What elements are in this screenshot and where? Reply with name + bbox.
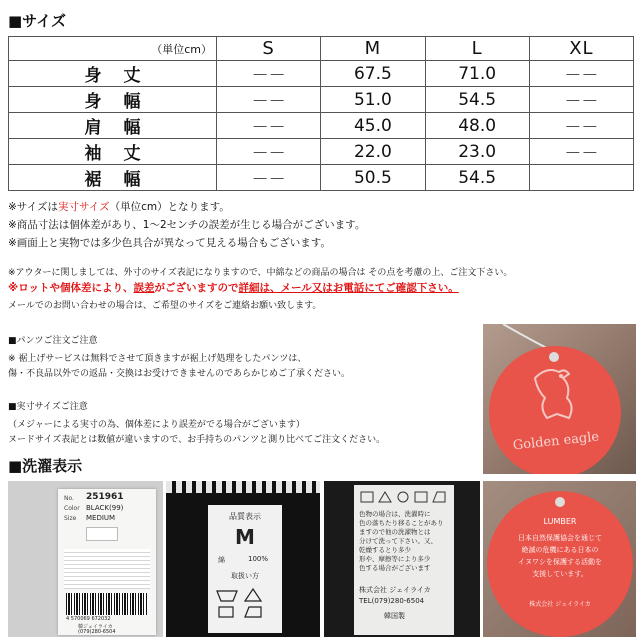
note-dimension-error: ※商品寸法は個体差があり、1～2センチの誤差が生じる場合がございます。 [8,219,366,231]
quality-label-photo [166,481,320,637]
paper-tag [58,489,156,635]
care-text-line: 色物の場合は、洗濯時に [359,510,431,518]
barcode-digits: 4 570069 672032 [66,616,111,622]
size-section-text: ■サイズ [8,12,66,30]
tag-no-value: 251961 [86,492,124,502]
row-label: 身丈 [9,61,217,87]
row-label: 袖丈 [9,139,217,165]
note-red-text: がございますので [154,282,239,294]
cell-value [529,165,633,191]
barcode-icon [66,593,148,615]
laundry-section-text: ■洗濯表示 [8,457,83,475]
size-header-xl: XL [529,37,633,61]
size-header-s: S [217,37,321,61]
note-mail-inquiry: メールでのお問い合わせの場合は、ご希望のサイズをご連絡お願い致します。 [8,301,322,311]
care-symbols-icon [215,585,275,625]
care-instructions: 取扱い方 [231,572,259,580]
row-label: 裾幅 [9,165,217,191]
actual-size-line1: （メジャーによる実寸の為、個体差により誤差がでる場合がございます） [8,420,305,430]
care-text-line: 色する場合がございます [359,564,431,572]
cell-value: 48.0 [425,113,529,139]
note-red-text: 詳細は、メール又はお電話にてご確認下さい。 [238,282,459,294]
actual-size-title: ■実寸サイズご注意 [8,402,88,412]
cell-value: －－ [217,113,321,139]
note-lot-difference [8,280,459,295]
note-text: ※サイズは [8,201,58,213]
tag-phone: (079)280-6504 [78,629,116,635]
tag-fine-print [64,549,150,589]
cell-value: 71.0 [425,61,529,87]
tag-size-label: Size [64,515,77,522]
care-text-line: 色の落ちたり移ることがあり [359,519,444,527]
tag-hole [549,352,559,362]
seam-stitch [166,481,320,493]
note-red-text: 誤差 [133,282,155,294]
actual-size-line2: ヌードサイズ表記とは数値が違いますので、お手持ちのパンツと測り比べてご注文ください。 [8,435,386,445]
care-label [208,505,282,633]
note-red-text: ※ロットや個体差により、 [8,282,134,294]
golden-eagle-tag-photo [483,324,636,474]
pants-line2: 傷・不良品以外での返品・交換はお受けできませんのであらかじめご了承ください。 [8,369,351,379]
care-text-line: 分けて洗って下さい。又、 [359,537,437,545]
cell-value: －－ [217,139,321,165]
care-symbols-row-icon [359,489,449,507]
cell-value: 51.0 [321,87,425,113]
tag-color-label: Color [64,505,80,512]
unit-label: （単位cm） [9,37,217,61]
size-header-m: M [321,37,425,61]
cell-value: －－ [529,87,633,113]
cell-value: －－ [529,113,633,139]
cell-value: 67.5 [321,61,425,87]
tag-size-value: MEDIUM [86,514,116,522]
cell-value: 54.5 [425,165,529,191]
size-section-title [8,10,66,31]
lumber-text-line: 支援しています。 [532,570,588,578]
size-table-row [9,165,634,191]
tag-blank-field [86,527,118,541]
pants-title: ■パンツご注文ご注意 [8,336,98,346]
cell-value: －－ [529,139,633,165]
care-text-line: 形や、摩擦等により多少 [359,555,431,563]
cell-value: 50.5 [321,165,425,191]
row-label: 身幅 [9,87,217,113]
size-table [8,36,634,191]
size-table-row [9,61,634,87]
care-heading: 品質表示 [229,512,261,521]
lumber-company: 株式会社 ジェイライカ [529,601,591,608]
tag-no-label: No. [64,495,74,502]
laundry-section-title [8,455,82,476]
cell-value: 23.0 [425,139,529,165]
tag-brand-text: Golden eagle [512,429,600,454]
tag-color-value: BLACK(99) [86,504,124,512]
note-red-text: 実寸サイズ [57,201,110,213]
tag-maker: 韓ジェイライカ [78,624,113,630]
care-text-line: 乾燥するとり多少 [359,546,411,554]
size-table-row [9,139,634,165]
size-table-row [9,87,634,113]
cell-value: －－ [217,61,321,87]
cell-value: 45.0 [321,113,425,139]
lumber-text-line: 絶滅の危機にある日本の [521,546,599,554]
size-table-row [9,113,634,139]
tag-hole [555,497,565,507]
care-maker: 株式会社 ジェイライカ [359,586,431,594]
pants-line1: ※ 裾上げサービスは無料でさせて頂きますが裾上げ処理をしたパンツは、 [8,354,307,364]
care-percent: 100% [248,555,269,563]
cell-value: －－ [217,87,321,113]
lumber-text-line: イヌワシを保護する活動を [518,558,602,566]
size-table-header-row [9,37,634,61]
lumber-text-line: 日本自然保護協会を通じて [518,534,602,542]
care-size: M [235,525,255,549]
cell-value: －－ [529,61,633,87]
care-phone: TEL(079)280-6504 [359,597,425,605]
hang-tag-photo [8,481,163,637]
note-text: （単位cm）となります。 [109,201,230,213]
care-made-in: 韓国製 [384,612,405,620]
size-header-l: L [425,37,529,61]
cell-value: 22.0 [321,139,425,165]
cell-value: 54.5 [425,87,529,113]
lumber-tag-photo [483,481,636,637]
note-outer: ※アウターに関しましては、外寸のサイズ表記になりますので、中綿などの商品の場合は その点を考慮の上、ご注文下さい。 [8,268,513,278]
care-text-line: ますので他の洗濯物とは [359,528,431,536]
row-label: 肩幅 [9,113,217,139]
lumber-brand: LUMBER [543,517,577,526]
eagle-icon [525,364,585,424]
note-actual-size [8,199,230,214]
care-text-photo [324,481,480,637]
care-material: 綿 [218,556,225,564]
instruction-label [354,485,454,635]
note-color-difference: ※画面上と実物では多少色具合が異なって見える場合もございます。 [8,237,331,249]
cell-value: －－ [217,165,321,191]
